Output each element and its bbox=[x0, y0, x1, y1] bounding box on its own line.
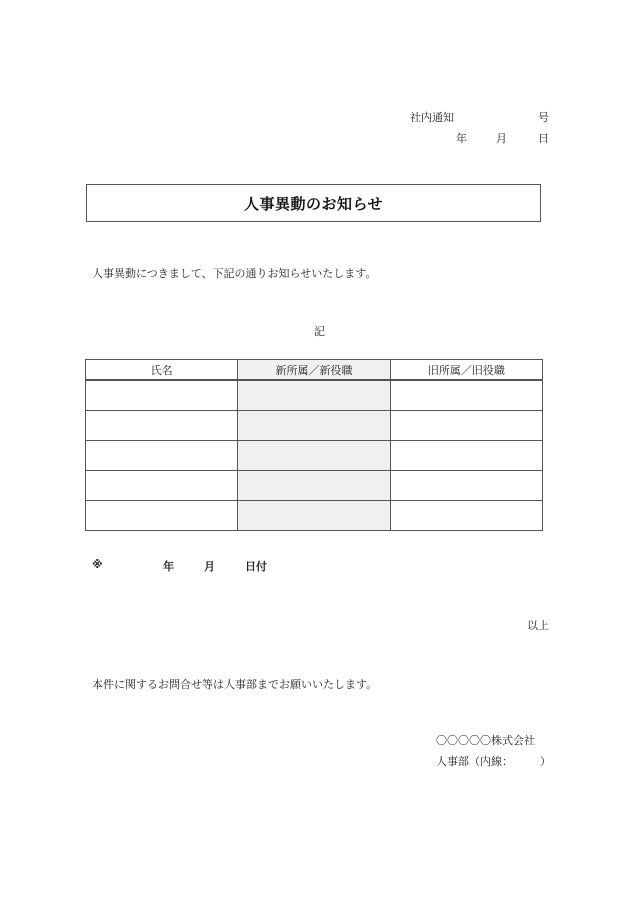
department-extension bbox=[436, 753, 551, 769]
table-row bbox=[86, 380, 543, 411]
table-row bbox=[86, 441, 543, 471]
issue-date-month: 月 bbox=[496, 132, 507, 145]
cell-name[interactable] bbox=[86, 501, 238, 531]
cell-old-position[interactable] bbox=[390, 501, 542, 531]
effective-date-line bbox=[92, 558, 292, 574]
notice-label: 社内通知 bbox=[410, 111, 454, 124]
issue-date-day: 日 bbox=[538, 132, 549, 145]
effective-year: 年 bbox=[163, 560, 174, 573]
closing-mark: 以上 bbox=[527, 619, 549, 632]
effective-month: 月 bbox=[204, 560, 215, 573]
contact-note: 本件に関するお問合せ等は人事部までお願いいたします。 bbox=[92, 678, 378, 691]
cell-new-position[interactable] bbox=[238, 501, 390, 531]
cell-old-position[interactable] bbox=[390, 411, 542, 441]
column-header-old-position: 旧所属／旧役職 bbox=[390, 360, 542, 381]
issue-date-year: 年 bbox=[456, 132, 467, 145]
document-title: 人事異動のお知らせ bbox=[243, 194, 384, 213]
cell-new-position[interactable] bbox=[238, 441, 390, 471]
cell-old-position[interactable] bbox=[390, 471, 542, 501]
notice-number-line bbox=[380, 109, 550, 125]
personnel-change-table bbox=[85, 359, 543, 531]
ki-marker: 記 bbox=[314, 325, 325, 338]
cell-new-position[interactable] bbox=[238, 380, 390, 411]
department-close-paren: ） bbox=[540, 755, 551, 768]
cell-old-position[interactable] bbox=[390, 380, 542, 411]
table-row bbox=[86, 411, 543, 441]
cell-new-position[interactable] bbox=[238, 471, 390, 501]
table-header-row bbox=[86, 360, 543, 381]
department-label: 人事部（内線： bbox=[436, 755, 513, 768]
cell-name[interactable] bbox=[86, 380, 238, 411]
issue-date-line bbox=[380, 130, 550, 146]
column-header-new-position: 新所属／新役職 bbox=[238, 360, 390, 381]
cell-name[interactable] bbox=[86, 471, 238, 501]
title-box bbox=[86, 184, 541, 222]
table-row bbox=[86, 471, 543, 501]
table-row bbox=[86, 501, 543, 531]
cell-old-position[interactable] bbox=[390, 441, 542, 471]
company-name: 〇〇〇〇〇株式会社 bbox=[436, 734, 535, 747]
effective-day-suffix: 日付 bbox=[245, 560, 267, 573]
cell-new-position[interactable] bbox=[238, 411, 390, 441]
column-header-name: 氏名 bbox=[86, 360, 238, 381]
cell-name[interactable] bbox=[86, 441, 238, 471]
intro-text: 人事異動につきまして、下記の通りお知らせいたします。 bbox=[92, 267, 377, 280]
note-mark: ※ bbox=[92, 558, 103, 571]
notice-number-suffix: 号 bbox=[538, 111, 549, 124]
cell-name[interactable] bbox=[86, 411, 238, 441]
